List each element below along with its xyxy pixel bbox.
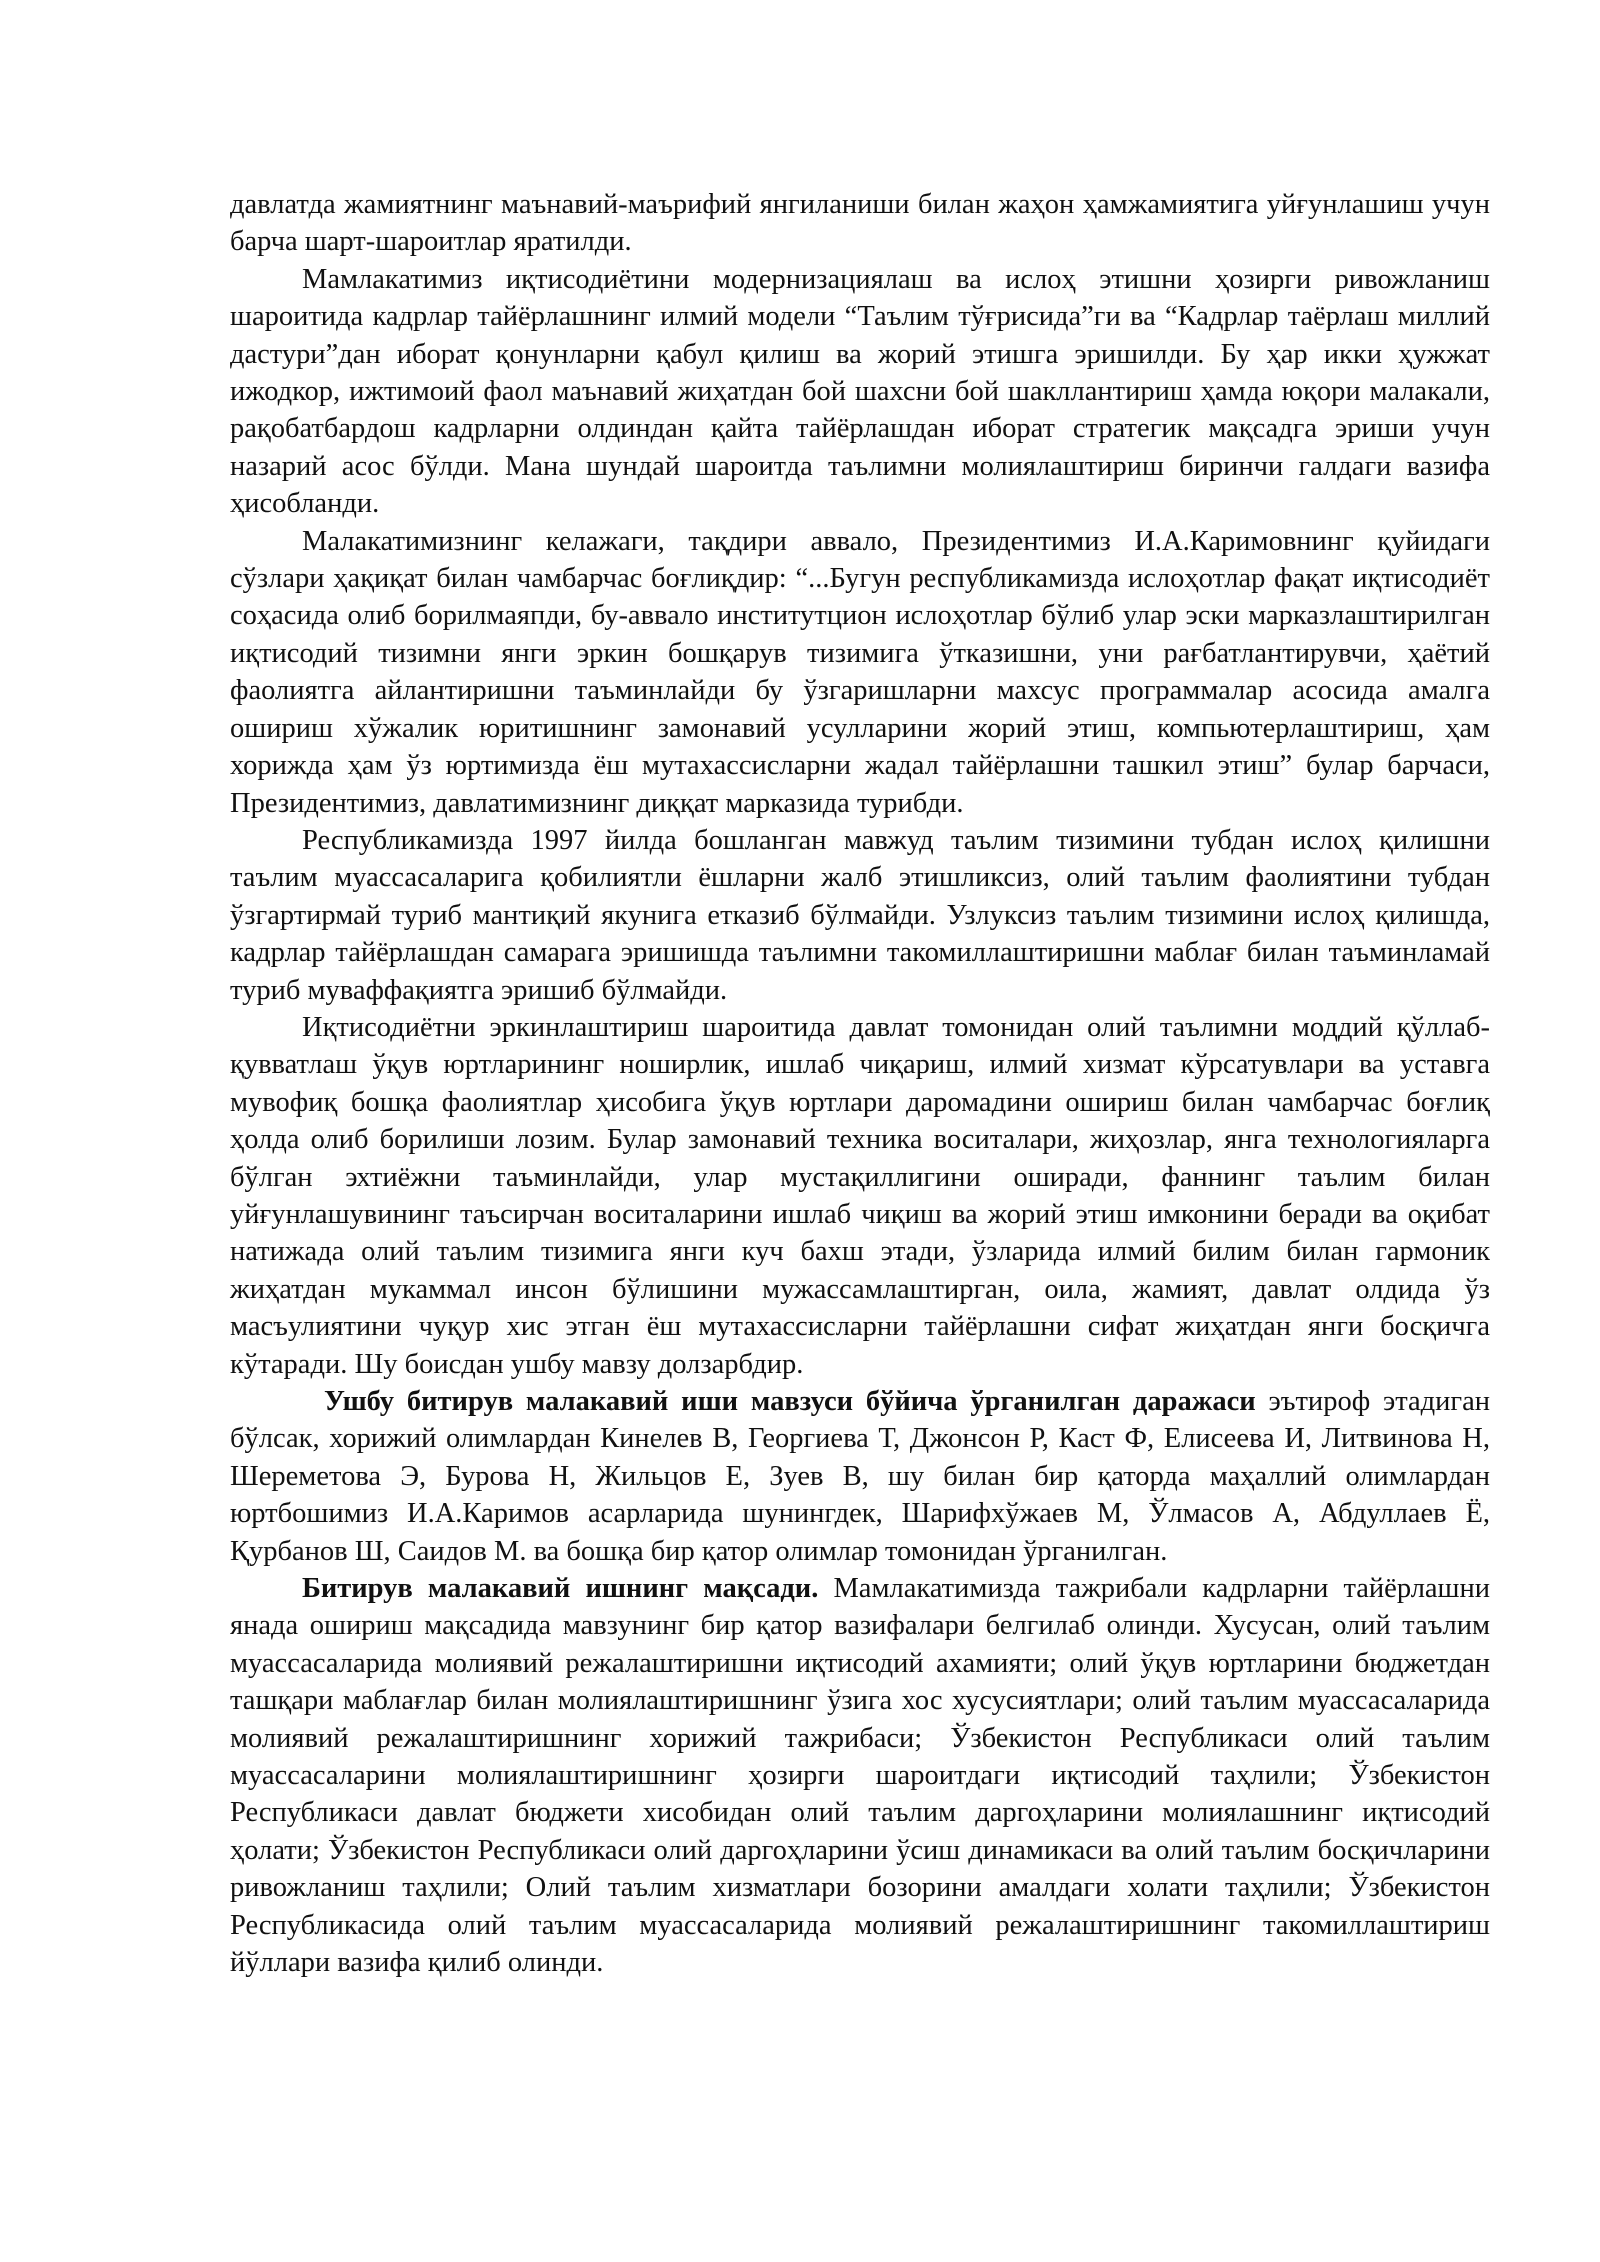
paragraph-text: Иқтисодиётни эркинлаштириш шароитида давлат томонидан олий таълимни моддий қўллаб-қувватлаш ўқув юртларининг ноширлик, ишлаб чиқариш, илмий хизмат кўрсатувлари ва уставга мувофиқ бошқа фаолиятлар ҳисобига ўқув юртлари даромадини ошириш билан чамбарчас боғлиқ ҳолда олиб борилиши лозим. Булар замонавий техника воситалари, жиҳозлар, янга технологияларга бўлган эхтиёжни таъминлайди, улар мустақиллигини оширади, фаннинг таълим билан уйғунлашувининг таъсирчан воситаларини ишлаб чиқиш ва жорий этиш имконини беради ва оқибат натижада олий таълим тизимига янги куч бахш этади, ўзларида илмий билим билан гармоник жиҳатдан мукаммал инсон бўлишини мужассамлаштирган, оила, жамият, давлат олдида ўз масъулиятини чуқур хис этган ёш мутахассисларни тайёрлашни сифат жиҳатдан янги босқичга кўтаради. Шу боисдан ушбу мавзу долзарбдир. xyxy=(230,1011,1490,1380)
paragraph-text: давлатда жамиятнинг маънавий-маърифий янгиланиши билан жаҳон ҳамжамиятига уйғунлашиш учун барча шарт-шароитлар яратилди. xyxy=(230,189,1490,258)
paragraph-text: эътироф этадиган бўлсак, хорижий олимлардан Кинелев В, Георгиева Т, Джонсон Р, Каст Ф, Елисеева И, Литвинова Н, Шереметова Э, Бурова Н, Жильцов Е, Зуев В, шу билан бир қаторда маҳаллий олимлардан юртбошимиз И.А.Каримов асарларида шунингдек, Шарифхўжаев М, Ўлмасов А, Абдуллаев Ё, Қурбанов Ш, Саидов М. ва бошқа бир қатор олимлар томонидан ўрганилган. xyxy=(230,1386,1491,1567)
paragraph-economic-liberalization xyxy=(230,1009,1490,1383)
document-page xyxy=(230,186,1490,1982)
paragraph-text: Мамлакатимизда тажрибали кадрларни тайёрлашни янада ошириш мақсадида мавзунинг бир қатор вазифалари белгилаб олинди. Хусусан, олий таълим муассасаларида молиявий режалаштиришни иқтисодий ахамияти; олий ўқув юртларини бюджетдан ташқари маблағлар билан молиялаштиришнинг ўзига хос хусусиятлари; олий таълим муассасаларида молиявий режалаштиришнинг хорижий тажрибаси; Ўзбекистон Республикаси олий таълим муассасаларини молиялаштиришнинг ҳозирги шароитдаги иқтисодий таҳлили; Ўзбекистон Республикаси давлат бюджети хисобидан олий таълим даргоҳларини молиялашнинг иқтисодий ҳолати; Ўзбекистон Республикаси олий даргоҳларини ўсиш динамикаси ва олий таълим босқичларини ривожланиш таҳлили; Олий таълим хизматлари бозорини амалдаги холати таҳлили; Ўзбекистон Республикасида олий таълим муассасаларида молиявий режалаштиришнинг такомиллаштириш йўллари вазифа қилиб олинди. xyxy=(230,1573,1491,1979)
paragraph-bold-lead: Битирув малакавий ишнинг мақсади. xyxy=(302,1573,819,1605)
paragraph-bold-lead: Ушбу битирув малакавий иши мавзуси бўйича ўрганилган даражаси xyxy=(324,1386,1256,1417)
paragraph-reform-1997 xyxy=(230,822,1490,1009)
paragraph-modernization xyxy=(230,261,1490,523)
paragraph-research-degree xyxy=(230,1383,1490,1570)
paragraph-text: Мамлакатимиз иқтисодиётини модернизациялаш ва ислоҳ этишни ҳозирги ривожланиш шароитида кадрлар тайёрлашнинг илмий модели “Таълим тўғрисида”ги ва “Кадрлар таёрлаш миллий дастури”дан иборат қонунларни қабул қилиш ва жорий этишга эришилди. Бу ҳар икки ҳужжат ижодкор, ижтимоий фаол маънавий жиҳатдан бой шахсни бой шакллантириш ҳамда юқори малакали, рақобатбардош кадрларни олдиндан қайта тайёрлашдан иборат стратегик мақсадга эриши учун назарий асос бўлди. Мана шундай шароитда таълимни молиялаштириш биринчи галдаги вазифа ҳисобланди. xyxy=(230,263,1490,520)
paragraph-president-quote xyxy=(230,523,1490,822)
paragraph-text: Республикамизда 1997 йилда бошланган мавжуд таълим тизимини тубдан ислоҳ қилишни таълим муассасаларига қобилиятли ёшларни жалб этишликсиз, олий таълим фаолиятини тубдан ўзгартирмай туриб мантиқий якунига етказиб бўлмайди. Узлуксиз таълим тизимини ислоҳ қилишда, кадрлар тайёрлашдан самарага эришишда таълимни такомиллаштиришни маблағ билан таъминламай туриб муваффақиятга эришиб бўлмайди. xyxy=(230,824,1490,1006)
paragraph-thesis-goal xyxy=(230,1570,1490,1981)
paragraph-intro-continuation xyxy=(230,186,1490,261)
paragraph-text: Малакатимизнинг келажаги, тақдири аввало, Президентимиз И.А.Каримовнинг қуйидаги сўзлари ҳақиқат билан чамбарчас боғлиқдир: “...Бугун республикамизда ислоҳотлар фақат иқтисодиёт соҳасида олиб борилмаяпди, бу-аввало институтцион ислоҳотлар бўлиб улар эски марказлаштирилган иқтисодий тизимни янги эркин бошқарув тизимига ўтказишни, уни рағбатлантирувчи, ҳаётий фаолиятга айлантиришни таъминлайди бу ўзгаришларни махсус программалар асосида амалга ошириш хўжалик юритишнинг замонавий усулларини жорий этиш, компьютерлаштириш, ҳам хорижда ҳам ўз юртимизда ёш мутахассисларни жадал тайёрлашни ташкил этиш” булар барчаси, Президентимиз, давлатимизнинг диққат марказида турибди. xyxy=(230,525,1490,819)
